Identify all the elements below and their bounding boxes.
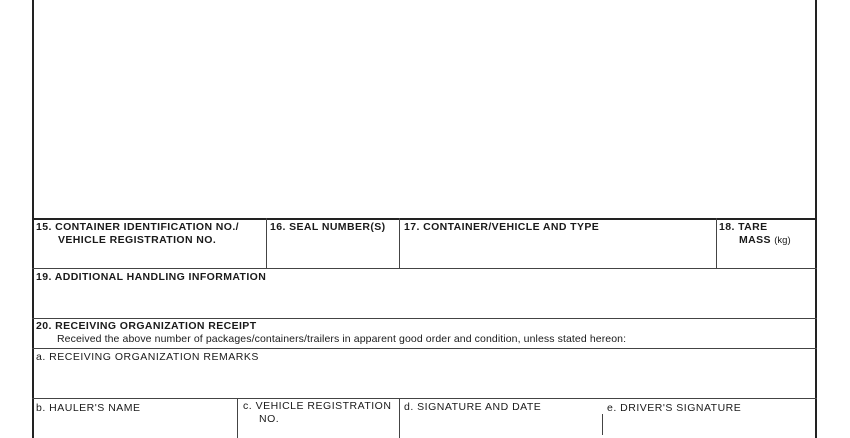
signature-date-label: d. SIGNATURE AND DATE (404, 401, 542, 413)
drivers-signature-label: e. DRIVER'S SIGNATURE (607, 402, 742, 414)
col-divider-d-e-stub (602, 414, 603, 435)
receiving-receipt-note: Received the above number of packages/containers/trailers in apparent good order and condition, unless stated hereon: (57, 333, 627, 345)
col-divider-b-c (237, 398, 238, 438)
container-id-field[interactable] (34, 247, 265, 267)
tare-mass-field[interactable] (718, 248, 814, 267)
receiving-receipt-label: 20. RECEIVING ORGANIZATION RECEIPT (36, 320, 257, 332)
receiving-remarks-field[interactable] (34, 366, 815, 397)
tare-mass-label (719, 221, 791, 247)
drivers-signature-field[interactable] (604, 416, 814, 435)
row-19-top-rule (32, 268, 817, 269)
vehicle-registration-field[interactable] (239, 426, 398, 435)
col-divider-c-d (399, 398, 400, 438)
row-15-top-rule (32, 218, 817, 220)
cargo-description-area[interactable] (34, 0, 815, 218)
seal-numbers-field[interactable] (268, 236, 398, 267)
container-type-field[interactable] (401, 236, 715, 267)
col-divider-16-17 (399, 218, 400, 268)
vehicle-registration-label-line1: c. VEHICLE REGISTRATION (243, 400, 392, 412)
tare-mass-label-line2: MASS (739, 234, 771, 246)
container-id-label-line1: 15. CONTAINER IDENTIFICATION NO./ (36, 221, 239, 233)
tare-mass-unit: (kg) (774, 235, 791, 246)
additional-handling-label: 19. ADDITIONAL HANDLING INFORMATION (36, 271, 267, 283)
row-20-top-rule (32, 318, 817, 319)
vehicle-registration-label (243, 400, 391, 426)
container-type-label: 17. CONTAINER/VEHICLE AND TYPE (404, 221, 600, 233)
container-id-label (36, 221, 239, 247)
seal-numbers-label: 16. SEAL NUMBER(S) (270, 221, 386, 233)
additional-handling-field[interactable] (34, 286, 815, 317)
col-divider-17-18 (716, 218, 717, 268)
row-20a-top-rule (32, 348, 817, 349)
row-20b-top-rule (32, 398, 817, 399)
signature-date-field[interactable] (401, 416, 601, 435)
vehicle-registration-label-line2: NO. (259, 413, 280, 425)
receiving-remarks-label: a. RECEIVING ORGANIZATION REMARKS (36, 351, 259, 363)
col-divider-15-16 (266, 218, 267, 268)
tare-mass-label-line1: 18. TARE (719, 221, 768, 233)
haulers-name-label: b. HAULER'S NAME (36, 402, 141, 414)
container-id-label-line2: VEHICLE REGISTRATION NO. (58, 234, 217, 246)
haulers-name-field[interactable] (34, 416, 236, 435)
